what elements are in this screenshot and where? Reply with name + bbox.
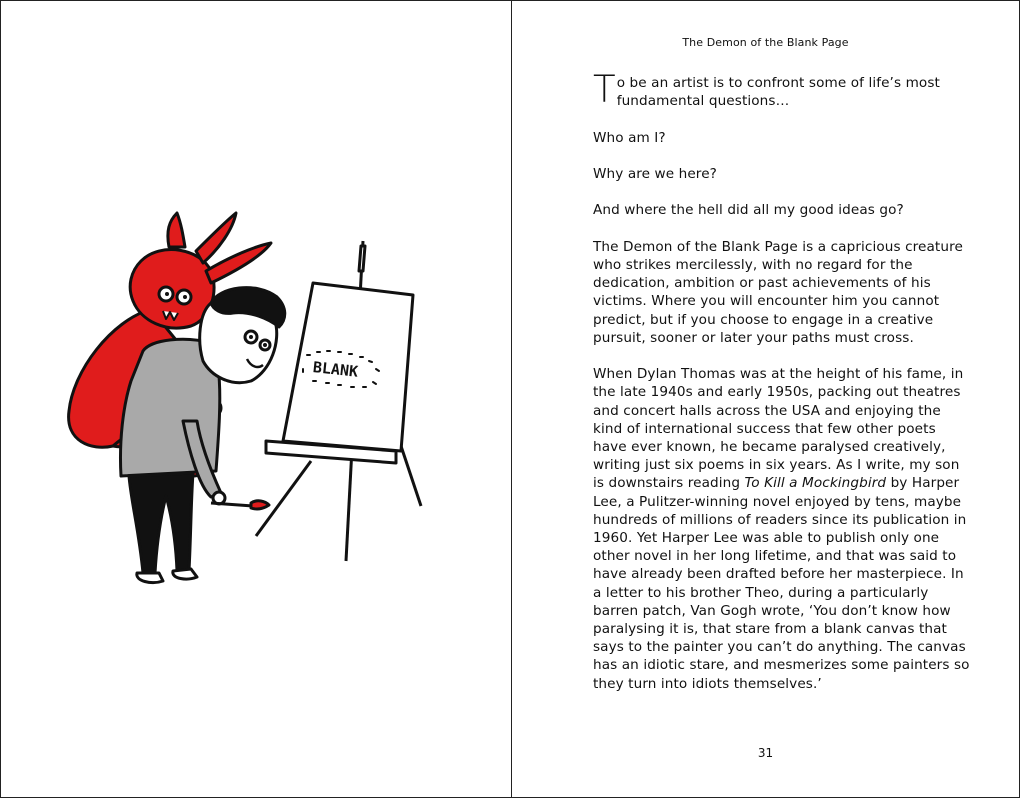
paragraph-who-am-i: Who am I? bbox=[593, 129, 666, 146]
paragraph-intro bbox=[593, 68, 973, 111]
intro-text: o be an artist is to confront some of life’s most fundamental questions… bbox=[616, 75, 940, 110]
paragraph-good-ideas: And where the hell did all my good ideas go? bbox=[593, 202, 904, 219]
drop-cap: T bbox=[593, 68, 616, 111]
paragraph-demon-description: The Demon of the Blank Page is a capricious creature who strikes mercilessly, with no regard for the dedication, ambition or past achievements of his victims. Where you will encounter him you cannot predict, but if you choose to engage in a creative pursuit, sooner or later your paths must cross. bbox=[593, 238, 963, 346]
running-head: The Demon of the Blank Page bbox=[682, 36, 849, 49]
examples-text-a: When Dylan Thomas was at the height of his fame, in the late 1940s and early 1950s, packing out theatres and concert halls across the USA and enjoying the kind of international success that few other poets have ever known, he became paralysed creatively, writing just six poems in six years. As I write, my son is downstairs reading bbox=[593, 366, 964, 492]
canvas-blank-text: BLANK bbox=[312, 358, 359, 381]
paragraph-why-here: Why are we here? bbox=[593, 165, 717, 182]
blank-canvas bbox=[283, 283, 413, 451]
page-number: 31 bbox=[757, 746, 774, 760]
right-page bbox=[512, 1, 1019, 797]
examples-text-b: by Harper Lee, a Pulitzer-winning novel enjoyed by tens, maybe hundreds of millions of readers since its publication in 1960. Yet Harper Lee was able to publish only one other novel in her long lifetime, and that was said to have already been drafted before her masterpiece. In a letter to his brother Theo, during a particularly barren patch, Van Gogh wrote, ‘You don’t know how paralysing it is, that stare from a blank canvas that says to the painter you can’t do anything. The canvas has an idiotic stare, and mesmerizes some painters so they turn into idiots themselves.’ bbox=[593, 475, 970, 692]
paragraph-examples bbox=[593, 365, 973, 693]
left-page bbox=[1, 1, 512, 797]
book-title-mockingbird: To Kill a Mockingbird bbox=[744, 475, 887, 492]
demon-and-painter-illustration bbox=[51, 201, 451, 601]
body-text bbox=[593, 68, 973, 711]
